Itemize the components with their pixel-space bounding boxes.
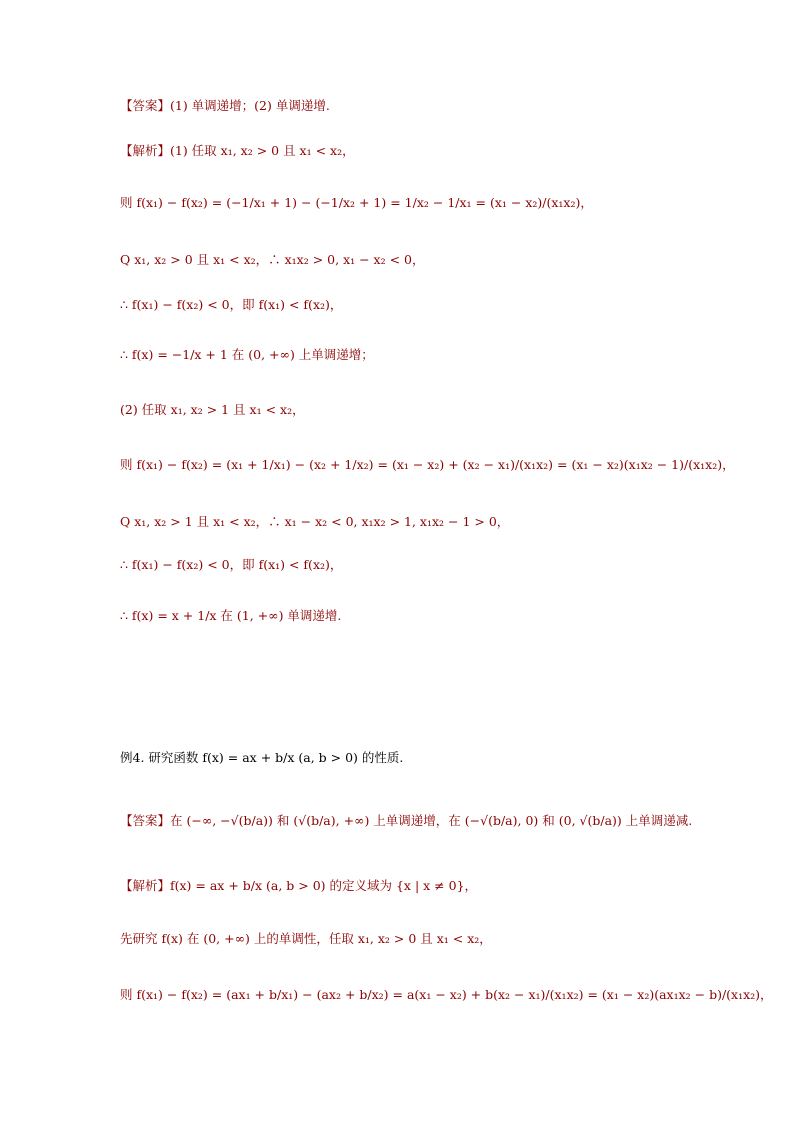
analysis-1-conclusion-a-text: ∴ f(x₁) − f(x₂) < 0，即 f(x₁) < f(x₂)，: [120, 297, 343, 312]
analysis-2-conclusion-a-text: ∴ f(x₁) − f(x₂) < 0，即 f(x₁) < f(x₂)，: [120, 557, 343, 572]
analysis-1-intro-text: 【解析】(1) 任取 x₁, x₂ > 0 且 x₁ < x₂，: [120, 143, 355, 158]
analysis-1-equation: [120, 193, 593, 211]
analysis-4-equation-text: 则 f(x₁) − f(x₂) = (ax₁ + b/x₁) − (ax₂ + b/x₂) = a(x₁ − x₂) + b(x₂ − x₁)/(x₁x₂) = (x₁ − x₂)(ax₁x₂ − b)/(x₁x₂)，: [120, 987, 773, 1002]
analysis-4-domain: [120, 876, 477, 894]
analysis-2-conclusion-b-text: ∴ f(x) = x + 1/x 在 (1, +∞) 单调递增.: [120, 608, 342, 623]
example-4: [120, 748, 403, 766]
analysis-2-equation-text: 则 f(x₁) − f(x₂) = (x₁ + 1/x₁) − (x₂ + 1/x₂) = (x₁ − x₂) + (x₂ − x₁)/(x₁x₂) = (x₁ − x₂)(x₁x₂ − 1)/(x₁x₂)，: [120, 457, 735, 472]
answer-1: [120, 96, 330, 114]
analysis-1-equation-text: 则 f(x₁) − f(x₂) = (−1/x₁ + 1) − (−1/x₂ + 1) = 1/x₂ − 1/x₁ = (x₁ − x₂)/(x₁x₂)，: [120, 195, 593, 210]
analysis-2-conclusion-b: [120, 606, 341, 624]
analysis-1-condition-text: Q x₁, x₂ > 0 且 x₁ < x₂，∴ x₁x₂ > 0, x₁ − x₂ < 0，: [120, 252, 425, 267]
answer-4: [120, 811, 692, 829]
analysis-4-intro-text: 先研究 f(x) 在 (0, +∞) 上的单调性，任取 x₁, x₂ > 0 且 x₁ < x₂，: [120, 931, 492, 946]
analysis-1-conclusion-b: [120, 345, 374, 363]
answer-4-text: 【答案】在 (−∞, −√(b/a)) 和 (√(b/a), +∞) 上单调递增，在 (−√(b/a), 0) 和 (0, √(b/a)) 上单调递减.: [120, 813, 693, 828]
analysis-2-condition-text: Q x₁, x₂ > 1 且 x₁ < x₂，∴ x₁ − x₂ < 0, x₁x₂ > 1, x₁x₂ − 1 > 0，: [120, 514, 510, 529]
example-4-text: 例4. 研究函数 f(x) = ax + b/x (a, b > 0) 的性质.: [120, 750, 404, 765]
analysis-2-intro-text: (2) 任取 x₁, x₂ > 1 且 x₁ < x₂，: [120, 402, 305, 417]
answer-1-text: 【答案】(1) 单调递增；(2) 单调递增.: [120, 98, 330, 113]
analysis-4-equation: [120, 985, 773, 1003]
analysis-1-intro: [120, 141, 355, 159]
analysis-2-equation: [120, 455, 735, 473]
analysis-2-intro: [120, 400, 305, 418]
analysis-2-conclusion-a: [120, 555, 342, 573]
analysis-1-conclusion-a: [120, 295, 342, 313]
analysis-2-condition: [120, 512, 509, 530]
analysis-1-conclusion-b-text: ∴ f(x) = −1/x + 1 在 (0, +∞) 上单调递增；: [120, 347, 374, 362]
analysis-1-condition: [120, 250, 424, 268]
analysis-4-intro: [120, 929, 492, 947]
analysis-4-domain-text: 【解析】f(x) = ax + b/x (a, b > 0) 的定义域为 {x | x ≠ 0}，: [120, 878, 478, 893]
